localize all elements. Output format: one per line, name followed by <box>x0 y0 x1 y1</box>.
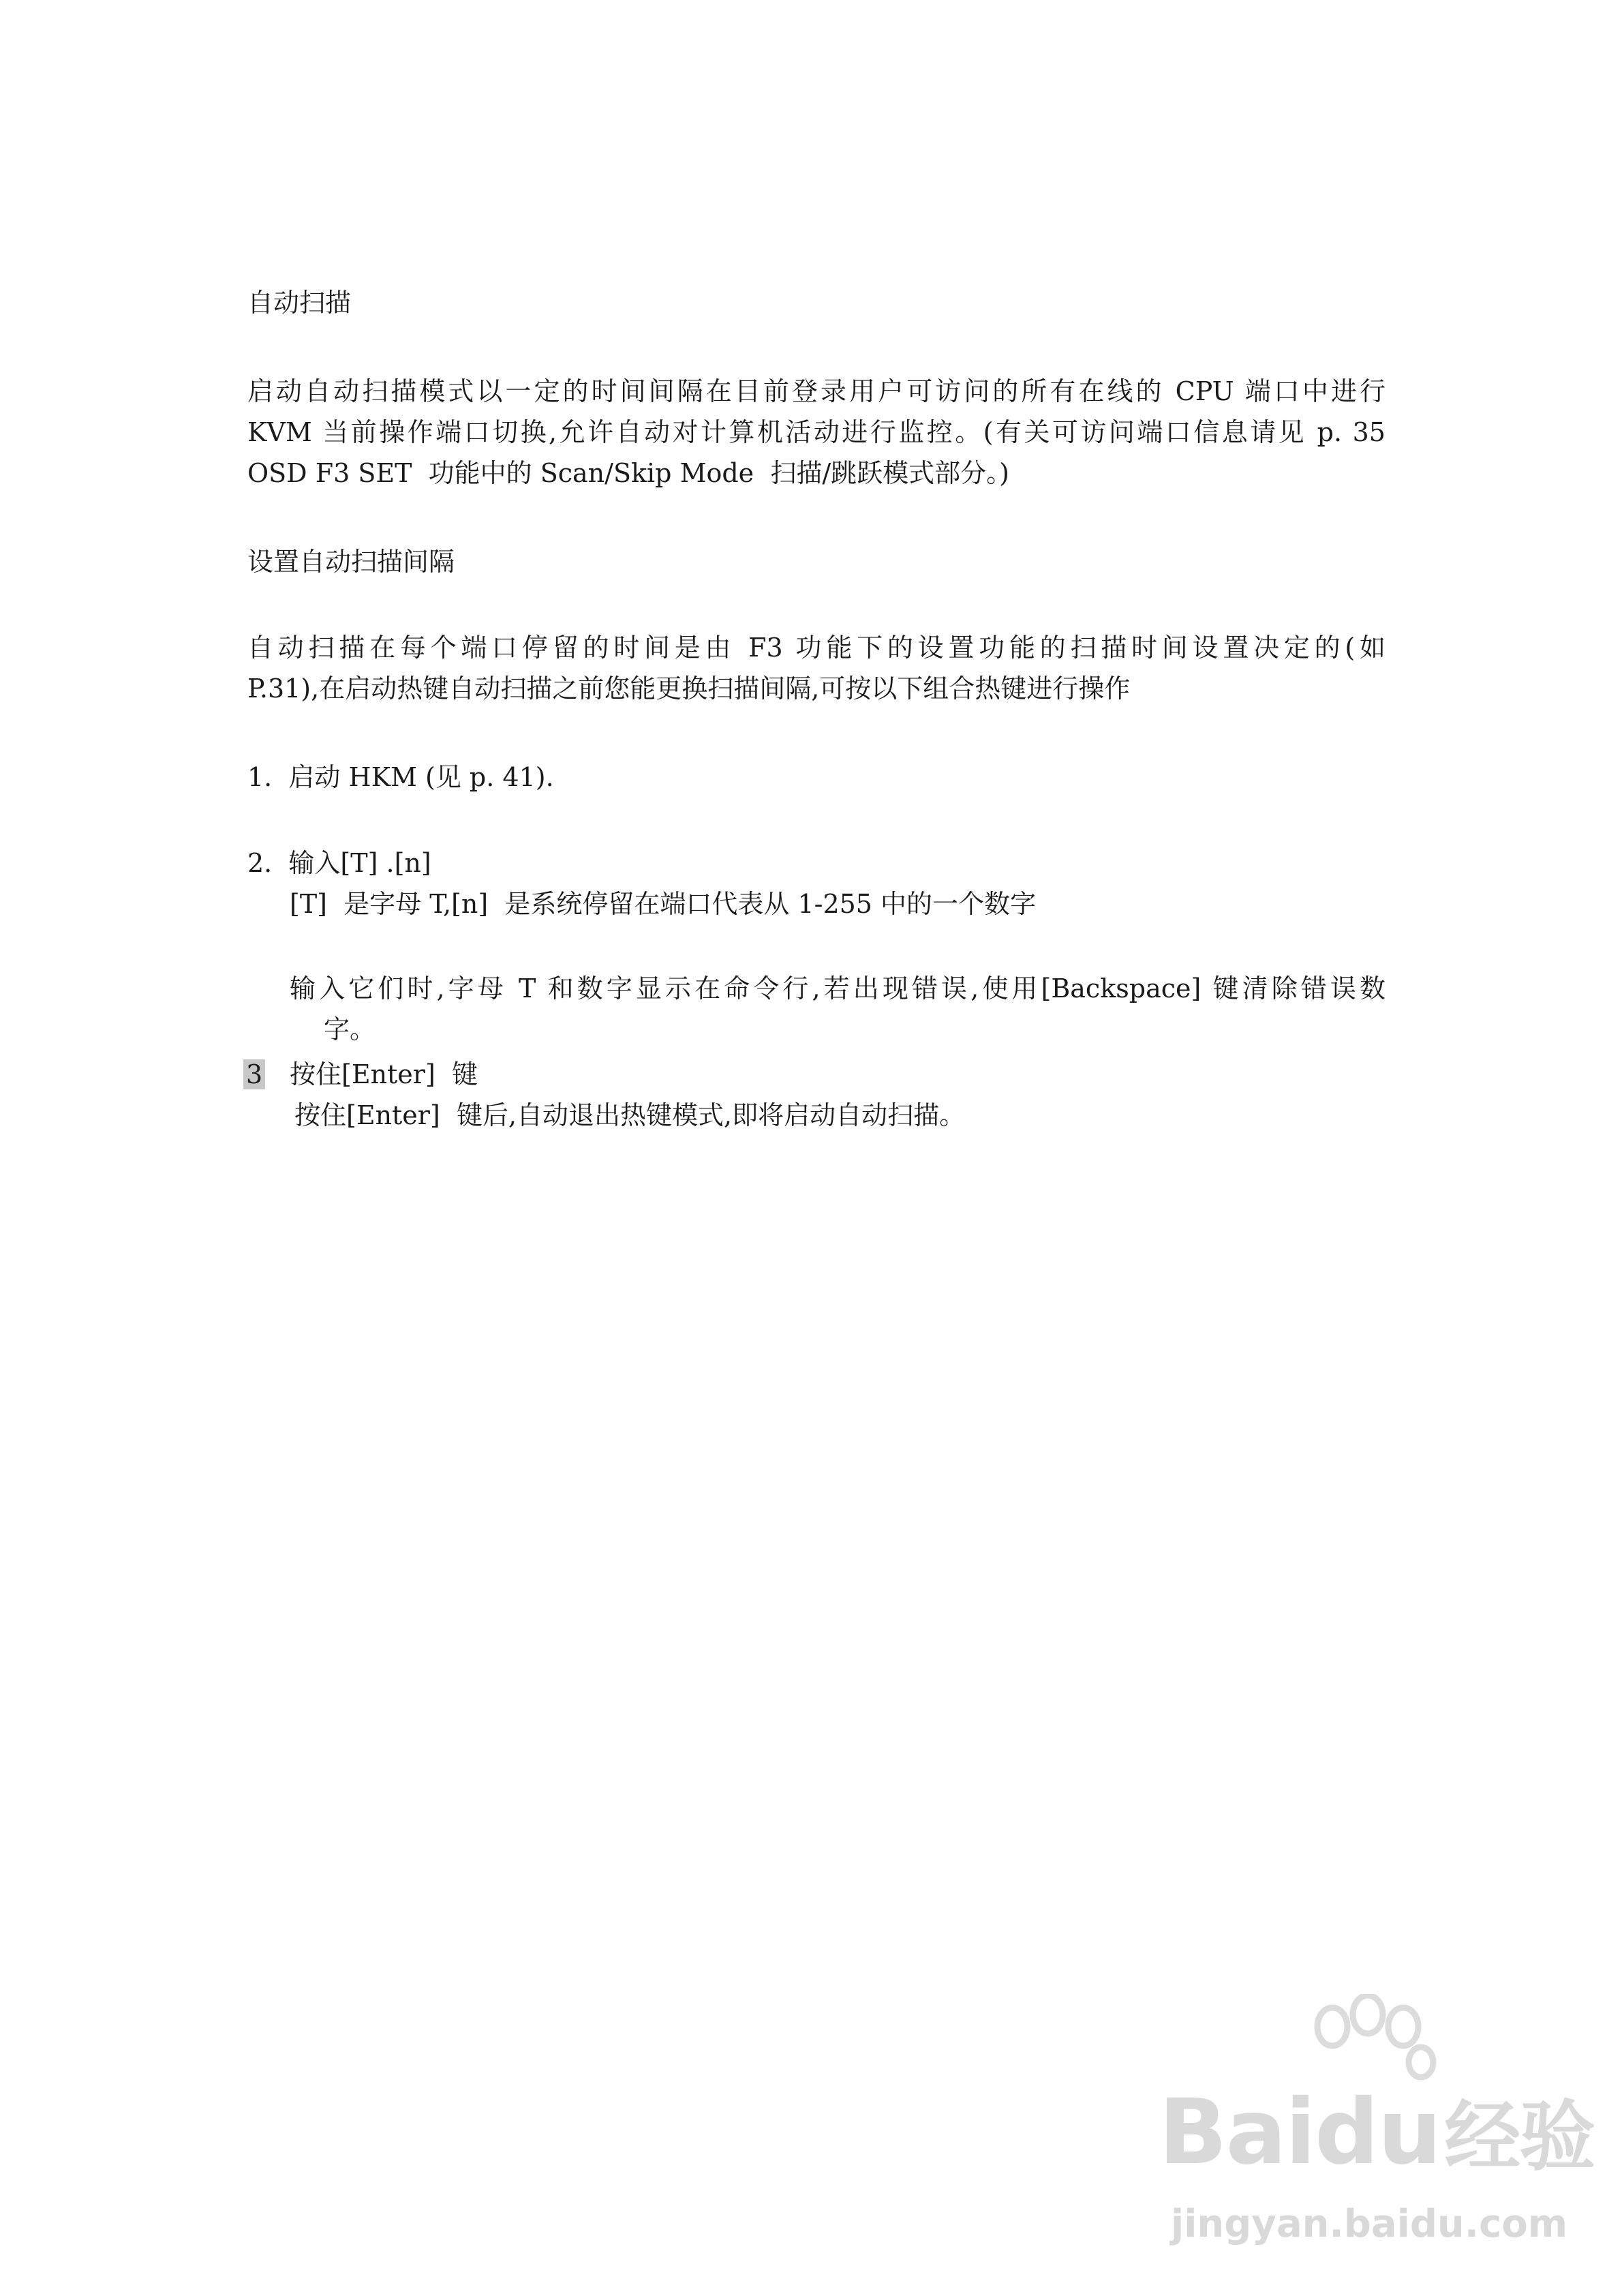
step3-description: 按住[Enter] 键后,自动退出热键模式,即将启动自动扫描。 <box>294 1100 966 1130</box>
para2-line1: 自动扫描在每个端口停留的时间是由 F3 功能下的设置功能的扫描时间设置决定的(如 <box>247 633 1386 663</box>
para1-line3: OSD F3 SET 功能中的 Scan/Skip Mode 扫描/跳跃模式部分。) <box>247 458 1009 488</box>
step1: 1. 启动 HKM (见 p. 41). <box>247 762 554 792</box>
watermark-logo-text: Bai <box>1159 2080 1315 2185</box>
heading-interval: 设置自动扫描间隔 <box>247 547 455 577</box>
step3-number <box>243 1057 265 1092</box>
step3-label: 按住[Enter] 键 <box>290 1059 478 1089</box>
step2-note-line2: 字。 <box>324 1014 376 1044</box>
watermark-logo-text2: du <box>1314 2080 1441 2185</box>
para1-line2: KVM 当前操作端口切换,允许自动对计算机活动进行监控。(有关可访问端口信息请见 p. 35 <box>247 417 1386 447</box>
step2: 2. 输入[T] .[n] <box>247 848 431 878</box>
para1-line1: 启动自动扫描模式以一定的时间间隔在目前登录用户可访问的所有在线的 CPU 端口中进行 <box>247 376 1386 406</box>
step3-number-highlight: 3 <box>243 1059 265 1089</box>
step2-note-line1: 输入它们时,字母 T 和数字显示在命令行,若出现错误,使用[Backspace] 键清除错误数 <box>290 973 1386 1003</box>
step2-description: [T] 是字母 T,[n] 是系统停留在端口代表从 1-255 中的一个数字 <box>290 889 1037 919</box>
watermark-url: jingyan.baidu.com <box>1171 2202 1568 2246</box>
watermark-logo <box>1159 2076 1594 2186</box>
watermark-logo-cn: 经验 <box>1444 2093 1595 2181</box>
heading-autoscan: 自动扫描 <box>247 288 352 318</box>
para2-line2: P.31),在启动热键自动扫描之前您能更换扫描间隔,可按以下组合热键进行操作 <box>247 674 1131 704</box>
